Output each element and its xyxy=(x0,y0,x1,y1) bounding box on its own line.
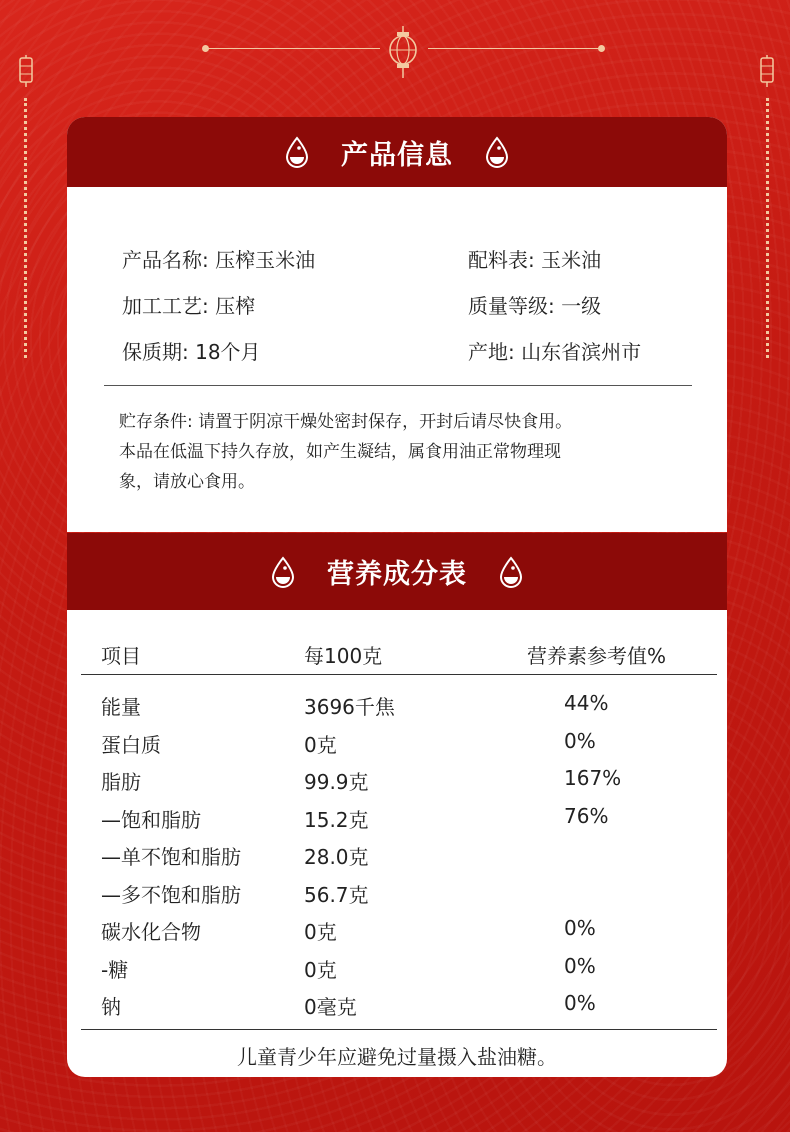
row-amount: 15.2克 xyxy=(304,807,369,832)
side-dotted-line-left xyxy=(24,98,27,358)
row-amount: 0毫克 xyxy=(304,995,357,1019)
info-product-name: 产品名称: 压榨玉米油 xyxy=(122,247,316,272)
row-item: 脂肪 xyxy=(101,770,141,794)
row-item: -糖 xyxy=(101,957,129,982)
oil-drop-icon xyxy=(483,136,511,168)
row-amount: 99.9克 xyxy=(304,770,369,794)
table-row xyxy=(67,916,727,954)
row-item: 蛋白质 xyxy=(101,732,161,757)
table-row xyxy=(67,879,727,917)
nutrition-footnote: 儿童青少年应避免过量摄入盐油糖。 xyxy=(237,1045,557,1069)
header-item: 项目 xyxy=(101,644,141,668)
nutrition-table-header xyxy=(67,640,727,670)
table-row xyxy=(67,691,727,729)
table-row xyxy=(67,841,727,879)
side-lantern-icon-right xyxy=(760,55,774,87)
info-ingredients: 配料表: 玉米油 xyxy=(468,247,602,272)
product-info-header xyxy=(67,117,727,187)
lantern-icon xyxy=(388,26,418,78)
row-amount: 0克 xyxy=(304,732,337,757)
oil-drop-icon xyxy=(269,556,297,588)
row-item: —饱和脂肪 xyxy=(101,807,201,832)
ornament-dot-left xyxy=(202,45,209,52)
info-row xyxy=(122,235,682,281)
row-nrv: 76% xyxy=(564,803,609,828)
info-origin: 产地: 山东省滨州市 xyxy=(468,339,642,364)
oil-drop-icon xyxy=(283,136,311,168)
row-nrv: 44% xyxy=(564,691,609,715)
row-nrv: 167% xyxy=(564,766,622,790)
info-row xyxy=(122,281,682,327)
ornament-line-left xyxy=(205,48,380,49)
oil-drop-icon xyxy=(497,556,525,588)
storage-line: 象，请放心食用。 xyxy=(119,472,255,492)
table-rule-top xyxy=(81,674,717,675)
product-info-grid xyxy=(122,235,682,373)
row-nrv: 0% xyxy=(564,728,596,753)
header-amount: 每100克 xyxy=(304,644,383,668)
product-info-title: 产品信息 xyxy=(341,139,453,171)
row-amount: 0克 xyxy=(304,920,337,944)
storage-conditions xyxy=(119,407,679,497)
row-item: 能量 xyxy=(101,695,141,719)
row-item: 钠 xyxy=(101,995,121,1019)
table-row xyxy=(67,729,727,767)
row-nrv: 0% xyxy=(564,991,596,1015)
row-amount: 3696千焦 xyxy=(304,695,395,719)
row-amount: 56.7克 xyxy=(304,882,369,907)
side-lantern-icon-left xyxy=(19,55,33,87)
row-item: 碳水化合物 xyxy=(101,920,201,944)
info-row xyxy=(122,327,682,373)
row-nrv: 0% xyxy=(564,916,596,940)
row-item: —单不饱和脂肪 xyxy=(101,845,241,869)
ornament-dot-right xyxy=(598,45,605,52)
info-grade: 质量等级: 一级 xyxy=(468,293,602,318)
row-nrv: 0% xyxy=(564,953,596,978)
table-row xyxy=(67,991,727,1029)
row-amount: 0克 xyxy=(304,957,337,982)
ornament-line-right xyxy=(428,48,603,49)
table-rule-bottom xyxy=(81,1029,717,1030)
table-row xyxy=(67,766,727,804)
row-amount: 28.0克 xyxy=(304,845,369,869)
nutrition-table-body xyxy=(67,691,727,1029)
header-nrv: 营养素参考值% xyxy=(527,644,667,668)
row-item: —多不饱和脂肪 xyxy=(101,882,241,907)
info-process: 加工工艺: 压榨 xyxy=(122,293,256,318)
info-shelf-life: 保质期: 18个月 xyxy=(122,339,261,364)
storage-line: 本品在低温下持久存放，如产生凝结，属食用油正常物理现 xyxy=(119,442,561,462)
nutrition-card xyxy=(67,533,727,1077)
table-row xyxy=(67,954,727,992)
table-row xyxy=(67,804,727,842)
nutrition-header xyxy=(67,533,727,610)
nutrition-title: 营养成分表 xyxy=(327,559,467,590)
product-info-card xyxy=(67,117,727,532)
side-dotted-line-right xyxy=(766,98,769,358)
storage-line: 贮存条件: 请置于阴凉干燥处密封保存，开封后请尽快食用。 xyxy=(119,412,573,432)
info-divider xyxy=(104,385,692,386)
